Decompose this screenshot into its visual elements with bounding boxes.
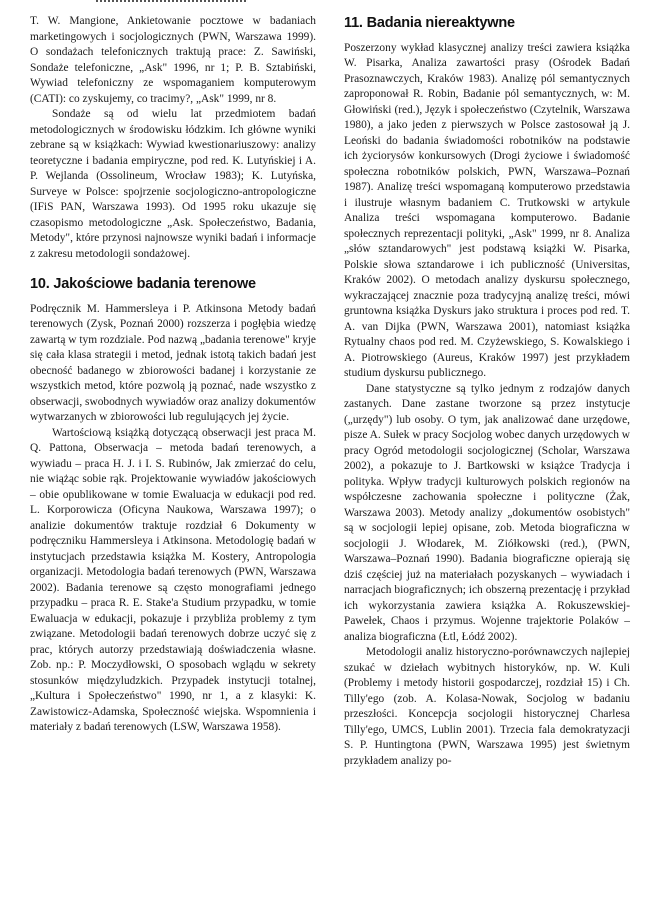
section-heading: 11. Badania niereaktywne <box>344 15 515 31</box>
paragraph: Metodologii analiz historyczno-porównawczych najlepiej szukać w dziełach wybitnych historyków, np. W. Kuli (Problemy i metody historii gospodarczej, rozdział 15) i Ch. Tilly'ego (zob. A. Kolasa-Nowak, Socjolog w badaniu przeszłości. Koncepcja socjologii historycznej Charlesa Tilly'ego, UMCS, Lublin 2001). Trzecia fala demokratyzacji S. P. Huntingtona (PWN, Warszawa 1995) jest świetnym przykładem analizy po- <box>344 646 630 767</box>
header-rule <box>96 0 246 5</box>
paragraph: Podręcznik M. Hammersleya i P. Atkinsona Metody badań terenowych (Zysk, Poznań 2000) rozszerza i pogłębia wiedzę zawartą w tym rozdziale. Pod nazwą „badania terenowe" kryje się cała klasa strategii i metod, jednak istotą takich badań jest obecność badanego w zbiorowości badanej i korzystanie ze wszystkich metod, które pozwolą ją poznać, nade wszystko z obserwacji, swobodnych wywiadów oraz analizy dokumentów wytwarzanych w zbiorowości lub regulujących jej życie. <box>30 302 316 423</box>
paragraph: Poszerzony wykład klasycznej analizy treści zawiera książka W. Pisarka, Analiza zawartości prasy (Ośrodek Badań Prasoznawczych, Kraków 1983). Analizę pól semantycznych zaproponował R. Robin, Badanie pól semantycznych, w: M. Głowiński (red.), Język i społeczeństwo (Czytelnik, Warszawa 1980), a jako jeden z pierwszych w Polsce zastosował ją J. Leoński do badania świadomości robotników na podstawie ich życiorysów konkursowych (Drogi życiowe i świadomość społeczna robotników polskich, PWN, Warszawa–Poznań 1987). Analizę treści wspomaganą komputerowo przedstawia i ilustruje własnym badaniem C. Trutkowski w artykule Analiza treści wspomagana komputerowo. Badanie społecznych reprezentacji polityki, „Ask" 1999, nr 8. Analiza „słów sztandarowych" jest podstawą książki W. Pisarka, Polskie słowa sztandarowe i ich publiczność (Universitas, Kraków 2002). O metodach analizy dyskursu społecznego, wykraczającej znacznie poza tradycyjną analizę treści, mówi gruntowna książka Dyskurs jako struktura i proces pod red. T. A. van Dijka (PWN, Warszawa 2001), natomiast książka Rytualny chaos pod red. M. Czyżewskiego, S. Kowalskiego i A. Piotrowskiego (Aureus, Kraków 1997) jest przykładem studium dyskursu publicznego. <box>344 41 630 379</box>
paragraph: T. W. Mangione, Ankietowanie pocztowe w badaniach marketingowych i socjologicznych (PWN, Warszawa 1999). O sondażach telefonicznych traktują prace: Z. Sawiński, Sondaże telefoniczne, „Ask" 1996, nr 1; P. B. Sztabiński, Wywiad telefoniczny ze wspomaganiem komputerowym (CATI): co zyskujemy, co tracimy?, „Ask" 1999, nr 8. <box>30 15 316 105</box>
paragraph: Sondaże są od wielu lat przedmiotem badań metodologicznych w środowisku łódzkim. Ich główne wyniki zebrane są w książkach: Wywiad kwestionariuszowy: analizy teoretyczne i badania empiryczne, pod red. K. Lutyńskiej i A. P. Wejlanda (Ossolineum, Wrocław 1983); K. Lutyńska, Surveye w Polsce: spojrzenie socjologiczno-antropologiczne (IFiS PAN, Warszawa 1993). Od 1995 roku ukazuje się czasopismo metodologiczne „Ask. Społeczeństwo, Badania, Metody", które przynosi najnowsze wyniki badań i informacje z zakresu metodologii sondażowej. <box>30 108 316 260</box>
paragraph: Dane statystyczne są tylko jednym z rodzajów danych zastanych. Dane zastane tworzone są przez instytucje („urzędy") lub osoby. O tym, jak analizować dane urzędowe, pisze A. Sułek w pracy Socjolog wobec danych urzędowych w pracy Ogród metodologii socjologicznej (Scholar, Warszawa 2002), a pokazuje to J. Bartkowski w książce Tradycja i polityka. Wpływ tradycji kulturowych polskich regionów na współczesne zachowania społeczne i polityczne (Żak, Warszawa 2003). Metody analizy „dokumentów osobistych" są w socjologii lepiej opisane, zob. Metoda biograficzna w socjologii J. Włodarek, M. Ziółkowski (red.), (PWN, Warszawa–Poznań 1990). Badania biograficzne opierają się dziś częściej już na materiałach pozyskanych – wywiadach i narracjach biograficznych; ich obszerną prezentację i przykład ich wykorzystania zawiera książka A. Rokuszewskiej-Pawełek, Chaos i przymus. Wojenne trajektorie Polaków – analiza biograficzna (Łtl, Łódź 2002). <box>344 382 630 643</box>
section-heading: 10. Jakościowe badania terenowe <box>30 276 256 292</box>
right-column <box>344 14 630 769</box>
left-column <box>30 14 316 736</box>
paragraph: Wartościową książką dotyczącą obserwacji jest praca M. Q. Pattona, Obserwacja – metoda badań terenowych, a wywiadu – praca H. J. i I. S. Rubinów, Jak zmierzać do celu, nie wiążąc sobie rąk. Projektowanie wywiadów jakościowych – obie opublikowane w tomie Ewaluacja w edukacji pod red. L. Korporowicza (Oficyna Naukowa, Warszawa 1997); o analizie dokumentów traktuje rozdział 6 Dokumenty w podręczniku Hammersleya i Atkinsona. Metodologię badań w instytucjach przedstawia książka M. Kostery, Antropologia organizacji. Metodologia badań terenowych (PWN, Warszawa 2002). Badania terenowe są często monografiami jednego przypadku – praca R. E. Stake'a Studium przypadku, w tomie Ewaluacja w edukacji, pokazuje i przybliża problemy z tym związane. Metodologii badań terenowych dobrze uczyć się z prac, których autorzy przedstawiają doświadczenia własne. Zob. np.: P. Moczydłowski, O sposobach wglądu w sekrety stosunków międzyludzkich. Przypadek instytucji totalnej, „Kultura i Społeczeństwo" 1990, nr 1, a z klasyki: K. Zawistowicz-Adamska, Społeczność wiejska. Wspomnienia i materiały z badań terenowych (LSW, Warszawa 1958). <box>30 426 316 733</box>
